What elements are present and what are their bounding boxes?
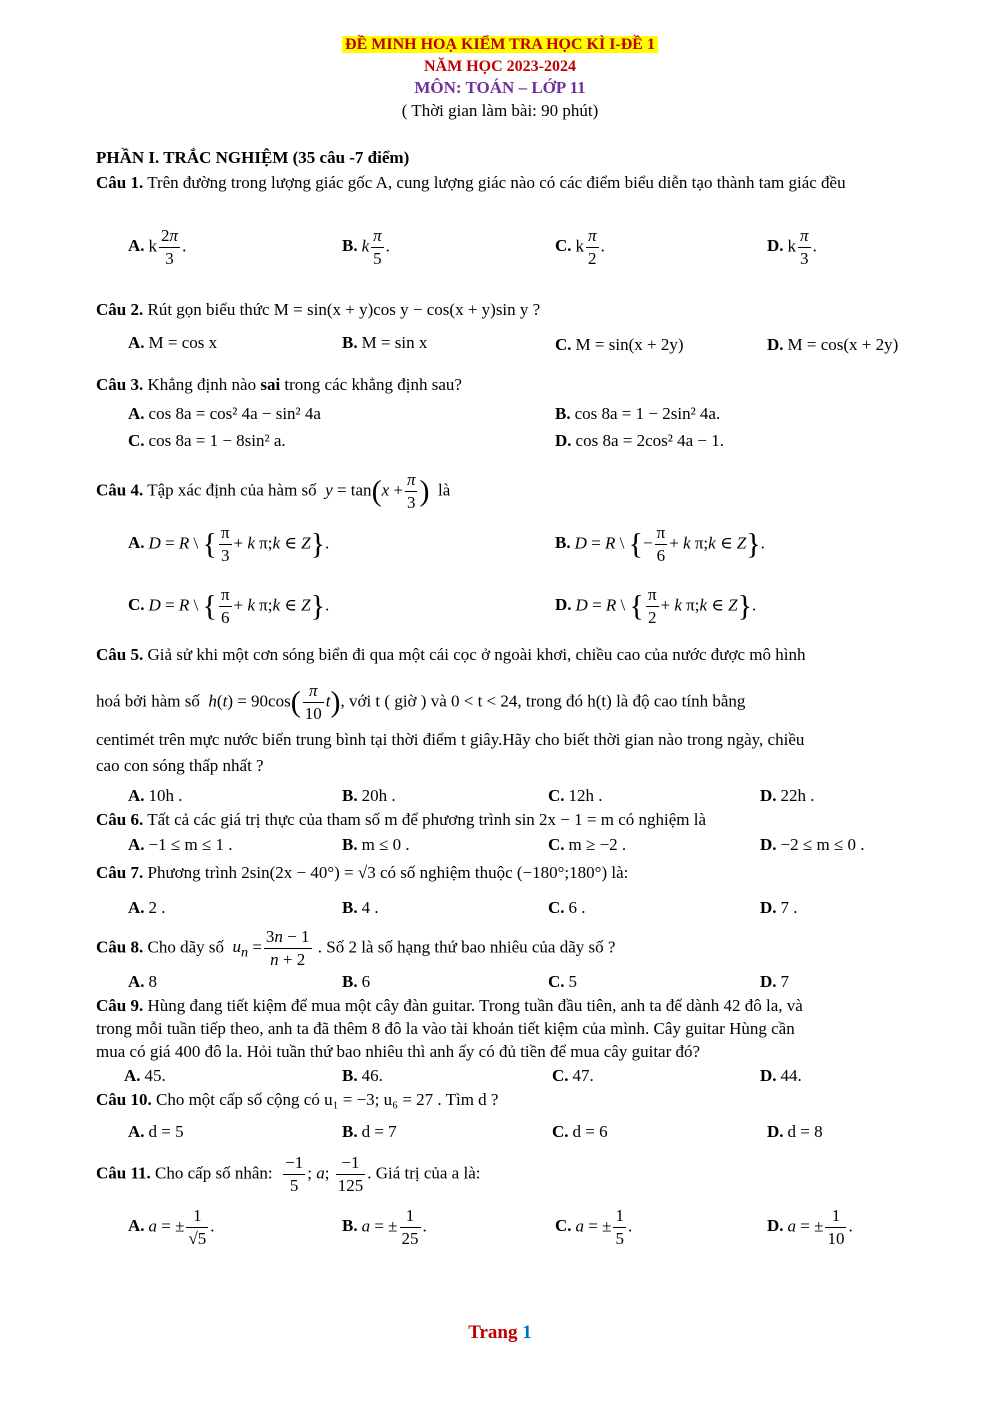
q7-option-c[interactable]: C. 6 . bbox=[548, 898, 586, 917]
question-3: Câu 3. Khẳng định nào sai trong các khẳng định sau? bbox=[96, 375, 462, 394]
q4-option-a[interactable]: A. D = R \ { $\frac{\pi}{3}$ + k π;k ∈ Z}. bbox=[128, 523, 330, 565]
question-5-line-4: cao con sóng thấp nhất ? bbox=[96, 756, 264, 775]
q4-option-c[interactable]: C. D = R \ { $\frac{\pi}{6}$ + k π;k ∈ Z}. bbox=[128, 585, 330, 627]
q6-option-a[interactable]: A. −1 ≤ m ≤ 1 . bbox=[128, 835, 233, 854]
q6-option-c[interactable]: C. m ≥ −2 . bbox=[548, 835, 627, 854]
q5-option-b[interactable]: B. 20h . bbox=[342, 786, 396, 805]
q8-option-a[interactable]: A. 8 bbox=[128, 972, 158, 991]
question-7: Câu 7. Phương trình 2sin(2x − 40°) = √3 có số nghiệm thuộc (−180°;180°) là: bbox=[96, 863, 629, 882]
q9-option-b[interactable]: B. 46. bbox=[342, 1066, 383, 1085]
q6-option-d[interactable]: D. −2 ≤ m ≤ 0 . bbox=[760, 835, 865, 854]
q5-option-a[interactable]: A. 10h . bbox=[128, 786, 183, 805]
q2-option-c[interactable]: C. M = sin(x + 2y) bbox=[555, 335, 684, 354]
q9-option-d[interactable]: D. 44. bbox=[760, 1066, 802, 1085]
q2-option-d[interactable]: D. M = cos(x + 2y) bbox=[767, 335, 899, 354]
section-heading: PHẦN I. TRẮC NGHIỆM (35 câu -7 điểm) bbox=[96, 148, 410, 167]
q4-option-d[interactable]: D. D = R \ { $\frac{\pi}{2}$ + k π;k ∈ Z}. bbox=[555, 585, 757, 627]
q11-option-d[interactable]: D. a = ± $\frac{1}{10}$ . bbox=[767, 1206, 853, 1248]
question-11: Câu 11. Cho cấp số nhân: $\frac{-1}{5}$ ; a; $\frac{-1}{125}$ . Giá trị của a là: bbox=[96, 1153, 481, 1195]
school-year: NĂM HỌC 2023-2024 bbox=[424, 58, 576, 75]
question-5: Câu 5. Giả sử khi một cơn sóng biển đi qua một cái cọc ở ngoài khơi, chiều cao của nước được mô hình bbox=[96, 645, 806, 664]
q10-option-c[interactable]: C. d = 6 bbox=[552, 1122, 608, 1141]
page-number: 1 bbox=[522, 1322, 532, 1343]
question-8: Câu 8. Cho dãy số $u_n$ = $\frac{3n - 1}{n + 2}$ . Số 2 là số hạng thứ bao nhiêu của dãy số ? bbox=[96, 927, 616, 969]
q2-option-b[interactable]: B. M = sin x bbox=[342, 333, 428, 352]
q10-option-a[interactable]: A. d = 5 bbox=[128, 1122, 184, 1141]
q8-option-b[interactable]: B. 6 bbox=[342, 972, 371, 991]
question-9-line-2: trong mỗi tuần tiếp theo, anh ta đã thêm 8 đô la vào tài khoản tiết kiệm của mình. Cây guitar Hùng cần bbox=[96, 1019, 795, 1038]
subject-line: MÔN: TOÁN – LỚP 11 bbox=[414, 78, 586, 97]
question-4: Câu 4. Tập xác định của hàm số y = tan(x + $\frac{\pi}{3}$ ) là bbox=[96, 470, 451, 512]
q1-option-c[interactable]: C. k $\frac{\pi}{2}$ . bbox=[555, 226, 605, 268]
q9-option-a[interactable]: A. 45. bbox=[124, 1066, 166, 1085]
question-5-line-3: centimét trên mực nước biển trung bình tại thời điểm t giây.Hãy cho biết thời gian nào trong ngày, chiều bbox=[96, 730, 805, 749]
q7-option-d[interactable]: D. 7 . bbox=[760, 898, 798, 917]
q11-option-a[interactable]: A. a = ± $\frac{1}{√5}$ . bbox=[128, 1206, 215, 1248]
q3-option-b[interactable]: B. cos 8a = 1 − 2sin² 4a. bbox=[555, 404, 721, 423]
question-2: Câu 2. Rút gọn biểu thức M = sin(x + y)cos y − cos(x + y)sin y ? bbox=[96, 300, 541, 319]
q11-option-b[interactable]: B. a = ± $\frac{1}{25}$ . bbox=[342, 1206, 427, 1248]
q7-option-b[interactable]: B. 4 . bbox=[342, 898, 379, 917]
q11-option-c[interactable]: C. a = ± $\frac{1}{5}$ . bbox=[555, 1206, 633, 1248]
q8-option-c[interactable]: C. 5 bbox=[548, 972, 578, 991]
exam-title: ĐỀ MINH HOẠ KIỂM TRA HỌC KÌ I-ĐỀ 1 bbox=[0, 36, 1000, 54]
question-6: Câu 6. Tất cả các giá trị thực của tham số m để phương trình sin 2x − 1 = m có nghiệm là bbox=[96, 810, 706, 829]
q4-option-b[interactable]: B. D = R \ {− $\frac{\pi}{6}$ + k π;k ∈ Z}. bbox=[555, 523, 765, 565]
q9-option-c[interactable]: C. 47. bbox=[552, 1066, 594, 1085]
question-9: Câu 9. Hùng đang tiết kiệm để mua một cây đàn guitar. Trong tuần đầu tiên, anh ta để dành 42 đô la, và bbox=[96, 996, 803, 1015]
q3-option-c[interactable]: C. cos 8a = 1 − 8sin² a. bbox=[128, 431, 286, 450]
question-5-line-2: hoá bởi hàm số h(t) = 90cos( $\frac{\pi}{10}$ t), với t ( giờ ) và 0 < t < 24, trong đó h(t) là độ cao tính bằng bbox=[96, 681, 746, 723]
q3-option-d[interactable]: D. cos 8a = 2cos² 4a − 1. bbox=[555, 431, 724, 450]
question-text: Trên đường trong lượng giác gốc A, cung lượng giác nào có các điểm biểu diễn tạo thành tam giác đều bbox=[147, 173, 846, 192]
exam-duration: ( Thời gian làm bài: 90 phút) bbox=[401, 101, 599, 120]
page-label: Trang bbox=[468, 1322, 518, 1343]
q10-option-b[interactable]: B. d = 7 bbox=[342, 1122, 397, 1141]
q8-option-d[interactable]: D. 7 bbox=[760, 972, 790, 991]
question-1 bbox=[96, 171, 946, 194]
page-footer bbox=[0, 1322, 1000, 1344]
question-number: Câu 1. bbox=[96, 173, 144, 192]
q2-option-a[interactable]: A. M = cos x bbox=[128, 333, 218, 352]
q1-option-b[interactable]: B. k $\frac{\pi}{5}$ . bbox=[342, 226, 390, 268]
q1-option-a[interactable]: A. k $\frac{2\pi}{3}$ . bbox=[128, 226, 187, 268]
q7-option-a[interactable]: A. 2 . bbox=[128, 898, 166, 917]
q5-option-d[interactable]: D. 22h . bbox=[760, 786, 815, 805]
question-9-line-3: mua có giá 400 đô la. Hỏi tuần thứ bao nhiêu thì anh ấy có đủ tiền để mua cây guitar đó? bbox=[96, 1042, 701, 1061]
q1-option-d[interactable]: D. k $\frac{\pi}{3}$ . bbox=[767, 226, 817, 268]
q10-option-d[interactable]: D. d = 8 bbox=[767, 1122, 823, 1141]
q3-option-a[interactable]: A. cos 8a = cos² 4a − sin² 4a bbox=[128, 404, 321, 423]
question-10: Câu 10. Cho một cấp số cộng có u₁ = −3; u₆ = 27 . Tìm d ? bbox=[96, 1090, 499, 1109]
q5-option-c[interactable]: C. 12h . bbox=[548, 786, 603, 805]
q6-option-b[interactable]: B. m ≤ 0 . bbox=[342, 835, 410, 854]
